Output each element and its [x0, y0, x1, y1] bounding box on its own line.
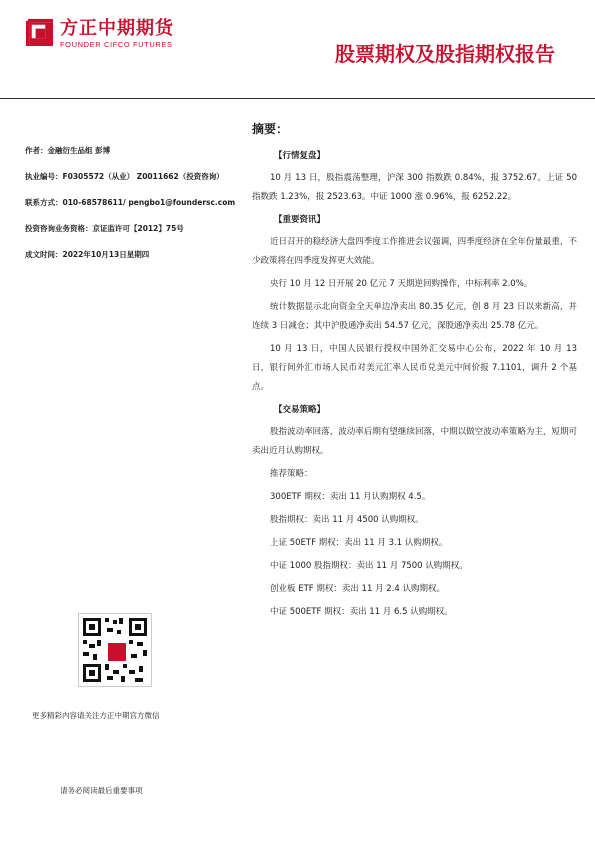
- market-review-paragraph: 10 月 13 日，股指震荡整理，沪深 300 指数跌 0.84%，报 3752.67。上证 50 指数跌 1.23%，报 2523.63。中证 1000 涨 0.96%，报 6252.22。: [252, 173, 577, 202]
- contact-line: 联系方式：010-68578611/ pengbo1@foundersc.com: [25, 198, 236, 207]
- strategy-item: 创业板 ETF 期权：卖出 11 月 2.4 认购期权。: [270, 584, 445, 594]
- strategy-item: 股指期权：卖出 11 月 4500 认购期权。: [270, 515, 424, 525]
- news-paragraph: 央行 10 月 12 日开展 20 亿元 7 天期逆回购操作，中标利率 2.0%。: [270, 279, 533, 289]
- strategy-paragraph: 股指波动率回落，波动率后期有望继续回落，中期以做空波动率策略为主，短期可卖出近月认购期权。: [252, 427, 577, 456]
- report-title: 股票期权及股指期权报告: [335, 42, 555, 66]
- qr-logo-icon: [106, 641, 128, 663]
- strategy-item: 中证 1000 股指期权：卖出 11 月 7500 认购期权。: [270, 561, 468, 571]
- news-paragraph: 10 月 13 日，中国人民银行授权中国外汇交易中心公布，2022 年 10 月 13 日，银行间外汇市场人民币对美元汇率人民币兑美元中间价报 7.1101，调升 2 个基点。: [252, 344, 577, 392]
- date-line: 成文时间：2022年10月13日星期四: [25, 250, 150, 259]
- news-heading: 【重要资讯】: [274, 215, 326, 225]
- news-paragraph: 统计数据显示北向资金全天单边净卖出 80.35 亿元，创 8 月 23 日以来新高，并连续 3 日减仓；其中沪股通净卖出 54.57 亿元，深股通净卖出 25.78 亿元。: [252, 302, 577, 331]
- report-header: [0, 0, 595, 99]
- strategy-item: 300ETF 期权：卖出 11 月认购期权 4.5。: [270, 492, 431, 502]
- logo-text-en: FOUNDER CIFCO FUTURES: [60, 40, 173, 49]
- abstract-title: 摘要：: [252, 122, 289, 136]
- wechat-qr-code: [78, 613, 152, 687]
- strategy-heading: 【交易策略】: [274, 405, 326, 415]
- author-info: [25, 146, 250, 276]
- strategy-item: 推荐策略：: [270, 469, 313, 479]
- news-paragraph: 近日召开的稳经济大盘四季度工作推进会议强调，四季度经济在全年份量最重，不少政策将在四季度发挥更大效能。: [252, 237, 577, 266]
- footer-note: 请务必阅读最后重要事项: [60, 786, 143, 795]
- founder-logo-icon: [24, 17, 53, 46]
- market-review-heading: 【行情复盘】: [274, 151, 326, 161]
- abstract-section: [252, 120, 577, 626]
- strategy-item: 上证 50ETF 期权：卖出 11 月 3.1 认购期权。: [270, 538, 448, 548]
- license-number-line: 执业编号：F0305572（从业） Z0011662（投资咨询）: [25, 172, 224, 181]
- qualification-line: 投资咨询业务资格：京证监许可【2012】75号: [25, 224, 184, 233]
- logo-text-cn: 方正中期期货: [60, 18, 174, 39]
- qr-caption: 更多精彩内容请关注方正中期官方微信: [32, 711, 160, 720]
- strategy-item: 中证 500ETF 期权：卖出 11 月 6.5 认购期权。: [270, 607, 453, 617]
- author-line: 作者：金融衍生品组 彭博: [25, 146, 111, 155]
